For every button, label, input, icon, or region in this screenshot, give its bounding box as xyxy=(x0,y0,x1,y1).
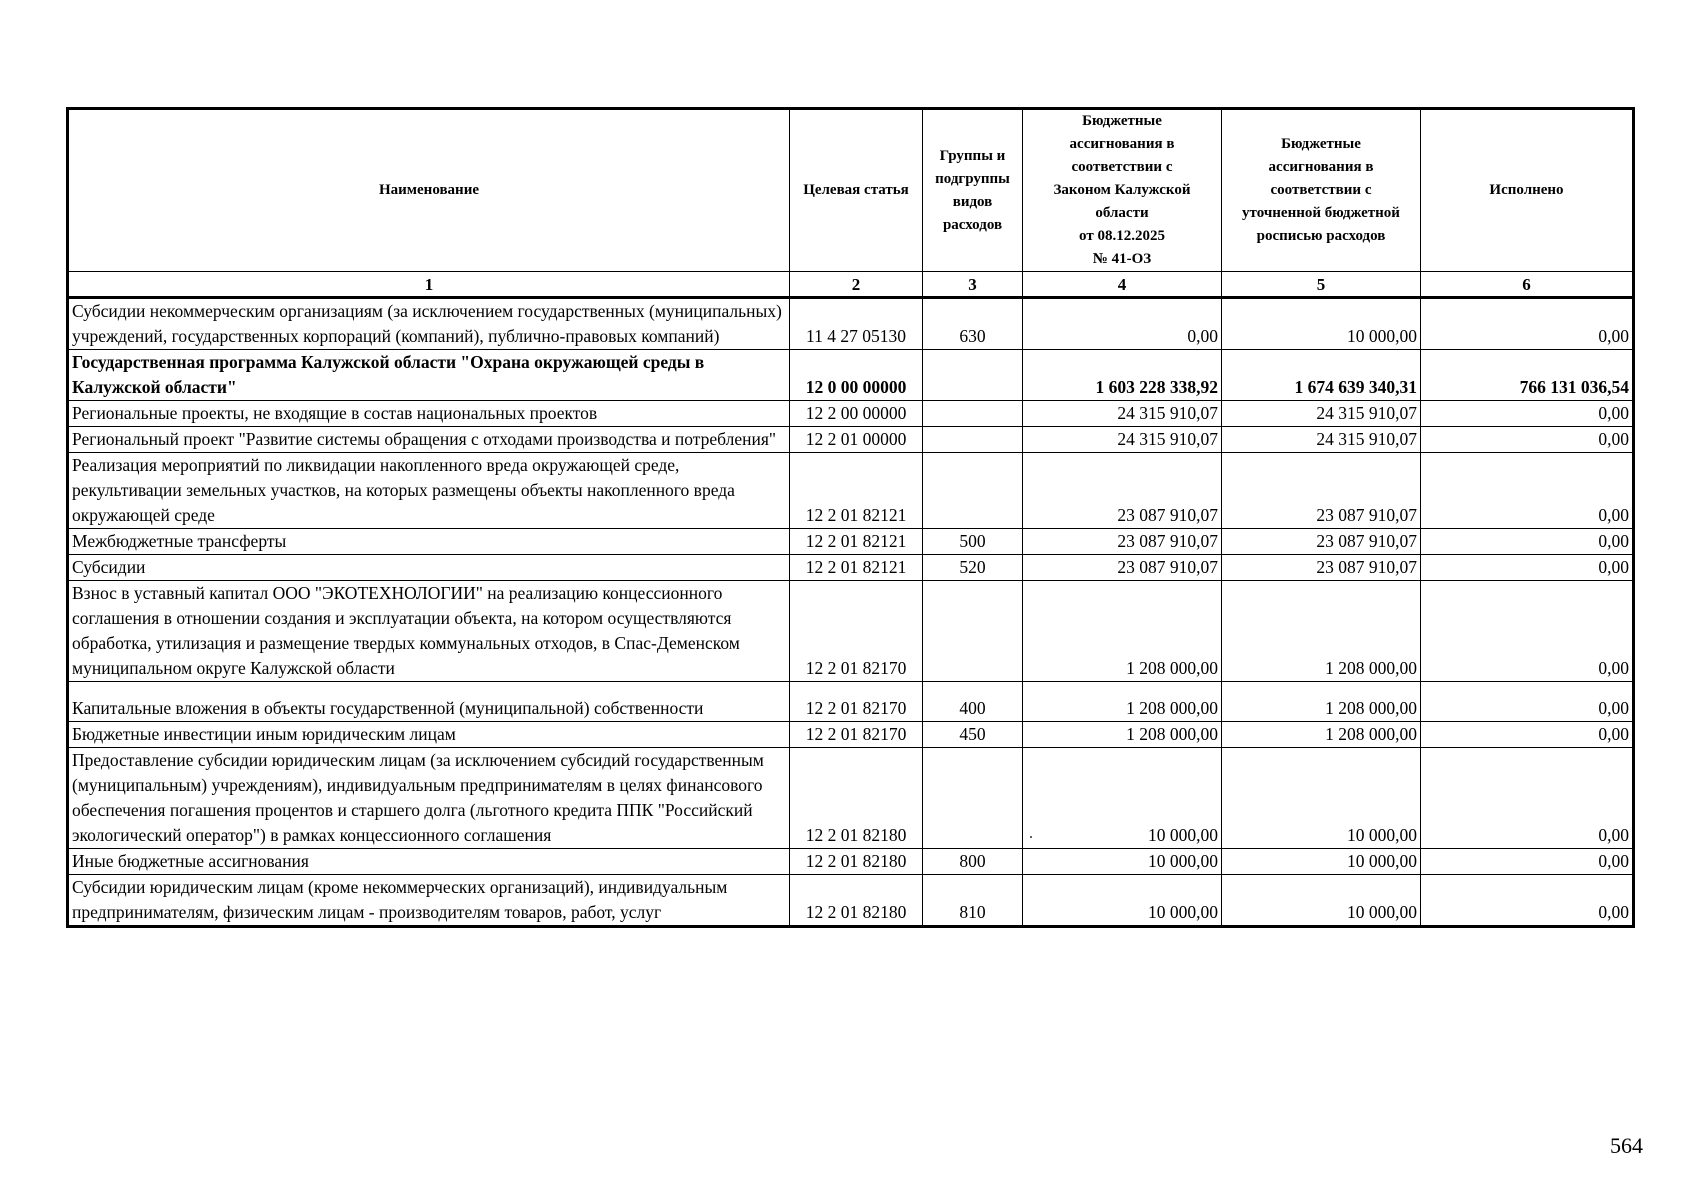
column-number: 1 xyxy=(68,272,790,298)
budget-table-sheet xyxy=(66,107,1632,928)
row-expense-group xyxy=(923,401,1023,427)
header-line: от 08.12.2025 xyxy=(1079,228,1165,244)
table-row xyxy=(68,427,1634,453)
row-name: Взнос в уставный капитал ООО "ЭКОТЕХНОЛОГИИ" на реализацию концессионного соглашения в отношении создания и эксплуатации объекта, на котором осуществляются обработка, утилизация и размещение твердых коммунальных отходов, в Спас-Деменском муниципальном округе Калужской области xyxy=(68,581,790,682)
header-law-allocations xyxy=(1023,109,1222,272)
row-refined-amount: 10 000,00 xyxy=(1222,875,1421,927)
row-expense-group: 520 xyxy=(923,555,1023,581)
row-name: Региональный проект "Развитие системы обращения с отходами производства и потребления" xyxy=(68,427,790,453)
column-number: 6 xyxy=(1421,272,1634,298)
row-target-article: 12 2 01 82180 xyxy=(790,748,923,849)
row-law-amount: 24 315 910,07 xyxy=(1023,427,1222,453)
row-refined-amount: 1 674 639 340,31 xyxy=(1222,350,1421,401)
row-expense-group: 800 xyxy=(923,849,1023,875)
row-expense-group xyxy=(923,581,1023,682)
table-row xyxy=(68,581,1634,682)
row-name: Иные бюджетные ассигнования xyxy=(68,849,790,875)
header-row xyxy=(68,109,1634,272)
row-law-amount: 23 087 910,07 xyxy=(1023,453,1222,529)
table-row xyxy=(68,401,1634,427)
row-name: Субсидии некоммерческим организациям (за исключением государственных (муниципальных) учреждений, государственных корпораций (компаний), публично-правовых компаний) xyxy=(68,298,790,350)
table-row xyxy=(68,529,1634,555)
table-row xyxy=(68,453,1634,529)
row-name: Реализация мероприятий по ликвидации накопленного вреда окружающей среде, рекультивации земельных участков, на которых размещены объекты накопленного вреда окружающей среде xyxy=(68,453,790,529)
row-refined-amount: 1 208 000,00 xyxy=(1222,581,1421,682)
row-target-article: 12 2 01 00000 xyxy=(790,427,923,453)
row-executed-amount: 0,00 xyxy=(1421,555,1634,581)
column-number: 3 xyxy=(923,272,1023,298)
row-name: Государственная программа Калужской области "Охрана окружающей среды в Калужской области" xyxy=(68,350,790,401)
row-target-article: 11 4 27 05130 xyxy=(790,298,923,350)
table-row xyxy=(68,555,1634,581)
page-number: 564 xyxy=(1610,1133,1643,1158)
row-expense-group: 500 xyxy=(923,529,1023,555)
row-expense-group: 400 xyxy=(923,682,1023,722)
table-row xyxy=(68,849,1634,875)
table-row xyxy=(68,682,1634,722)
row-name: Субсидии xyxy=(68,555,790,581)
header-line: уточненной бюджетной xyxy=(1242,205,1400,221)
row-target-article: 12 2 01 82170 xyxy=(790,581,923,682)
row-executed-amount: 0,00 xyxy=(1421,427,1634,453)
row-name: Субсидии юридическим лицам (кроме некоммерческих организаций), индивидуальным предпринимателям, физическим лицам - производителям товаров, работ, услуг xyxy=(68,875,790,927)
row-target-article: 12 2 01 82170 xyxy=(790,722,923,748)
row-executed-amount: 0,00 xyxy=(1421,529,1634,555)
header-line: Бюджетные xyxy=(1082,113,1162,129)
header-line: росписью расходов xyxy=(1256,228,1386,244)
row-target-article: 12 0 00 00000 xyxy=(790,350,923,401)
header-line: ассигнования в xyxy=(1268,159,1374,175)
row-target-article: 12 2 01 82121 xyxy=(790,529,923,555)
row-name: Межбюджетные трансферты xyxy=(68,529,790,555)
row-executed-amount: 0,00 xyxy=(1421,453,1634,529)
column-number: 5 xyxy=(1222,272,1421,298)
row-law-amount: 10 000,00 xyxy=(1023,748,1222,849)
row-executed-amount: 766 131 036,54 xyxy=(1421,350,1634,401)
row-law-amount: 0,00 xyxy=(1023,298,1222,350)
row-refined-amount: 23 087 910,07 xyxy=(1222,555,1421,581)
row-law-amount: 10 000,00 xyxy=(1023,849,1222,875)
row-law-amount: 1 208 000,00 xyxy=(1023,581,1222,682)
header-expense-group xyxy=(923,109,1023,272)
table-row xyxy=(68,722,1634,748)
row-law-amount: 10 000,00 xyxy=(1023,875,1222,927)
row-law-amount: 23 087 910,07 xyxy=(1023,555,1222,581)
row-expense-group xyxy=(923,350,1023,401)
table-row xyxy=(68,298,1634,350)
header-line: подгруппы xyxy=(935,170,1010,187)
row-target-article: 12 2 01 82170 xyxy=(790,682,923,722)
row-law-amount: 1 603 228 338,92 xyxy=(1023,350,1222,401)
table-row xyxy=(68,875,1634,927)
row-refined-amount: 24 315 910,07 xyxy=(1222,401,1421,427)
row-executed-amount: 0,00 xyxy=(1421,401,1634,427)
header-line: Законом Калужской xyxy=(1053,182,1191,198)
row-executed-amount: 0,00 xyxy=(1421,682,1634,722)
row-refined-amount: 1 208 000,00 xyxy=(1222,722,1421,748)
row-expense-group xyxy=(923,453,1023,529)
row-expense-group xyxy=(923,748,1023,849)
header-executed: Исполнено xyxy=(1421,109,1634,272)
row-refined-amount: 10 000,00 xyxy=(1222,298,1421,350)
row-executed-amount: 0,00 xyxy=(1421,298,1634,350)
row-target-article: 12 2 01 82121 xyxy=(790,555,923,581)
row-law-amount: 1 208 000,00 xyxy=(1023,722,1222,748)
column-number: 2 xyxy=(790,272,923,298)
row-name: Предоставление субсидии юридическим лицам (за исключением субсидий государственным (муниципальным) учреждениям), индивидуальным предпринимателям в целях финансового обеспечения погашения процентов и старшего долга (льготного кредита ППК "Российский экологический оператор") в рамках концессионного соглашения xyxy=(68,748,790,849)
budget-table xyxy=(66,107,1635,928)
row-expense-group: 450 xyxy=(923,722,1023,748)
column-number-row xyxy=(68,272,1634,298)
header-line: видов xyxy=(952,193,993,210)
table-row-program-total xyxy=(68,350,1634,401)
row-refined-amount: 23 087 910,07 xyxy=(1222,453,1421,529)
column-number: 4 xyxy=(1023,272,1222,298)
row-executed-amount: 0,00 xyxy=(1421,581,1634,682)
row-expense-group: 810 xyxy=(923,875,1023,927)
row-target-article: 12 2 00 00000 xyxy=(790,401,923,427)
row-executed-amount: 0,00 xyxy=(1421,849,1634,875)
header-target-article: Целевая статья xyxy=(790,109,923,272)
row-refined-amount: 1 208 000,00 xyxy=(1222,682,1421,722)
row-executed-amount: 0,00 xyxy=(1421,875,1634,927)
row-name: Капитальные вложения в объекты государственной (муниципальной) собственности xyxy=(68,682,790,722)
header-line: № 41-ОЗ xyxy=(1092,251,1152,267)
header-line: соответствии с xyxy=(1270,182,1372,198)
row-executed-amount: 0,00 xyxy=(1421,748,1634,849)
row-name: Региональные проекты, не входящие в состав национальных проектов xyxy=(68,401,790,427)
row-refined-amount: 24 315 910,07 xyxy=(1222,427,1421,453)
row-refined-amount: 10 000,00 xyxy=(1222,748,1421,849)
row-expense-group: 630 xyxy=(923,298,1023,350)
header-line: соответствии с xyxy=(1071,159,1173,175)
row-refined-amount: 10 000,00 xyxy=(1222,849,1421,875)
header-line: ассигнования в xyxy=(1069,136,1175,152)
table-row xyxy=(68,748,1634,849)
row-refined-amount: 23 087 910,07 xyxy=(1222,529,1421,555)
row-executed-amount: 0,00 xyxy=(1421,722,1634,748)
header-line: Группы и xyxy=(939,147,1006,164)
row-law-amount: 1 208 000,00 xyxy=(1023,682,1222,722)
header-line: Бюджетные xyxy=(1281,136,1361,152)
header-line: расходов xyxy=(942,216,1003,233)
row-law-amount: 23 087 910,07 xyxy=(1023,529,1222,555)
row-target-article: 12 2 01 82121 xyxy=(790,453,923,529)
header-refined-allocations xyxy=(1222,109,1421,272)
scan-speck xyxy=(1030,836,1032,838)
header-name: Наименование xyxy=(68,109,790,272)
row-expense-group xyxy=(923,427,1023,453)
row-law-amount: 24 315 910,07 xyxy=(1023,401,1222,427)
row-target-article: 12 2 01 82180 xyxy=(790,849,923,875)
row-name: Бюджетные инвестиции иным юридическим лицам xyxy=(68,722,790,748)
header-line: области xyxy=(1095,205,1149,221)
row-target-article: 12 2 01 82180 xyxy=(790,875,923,927)
